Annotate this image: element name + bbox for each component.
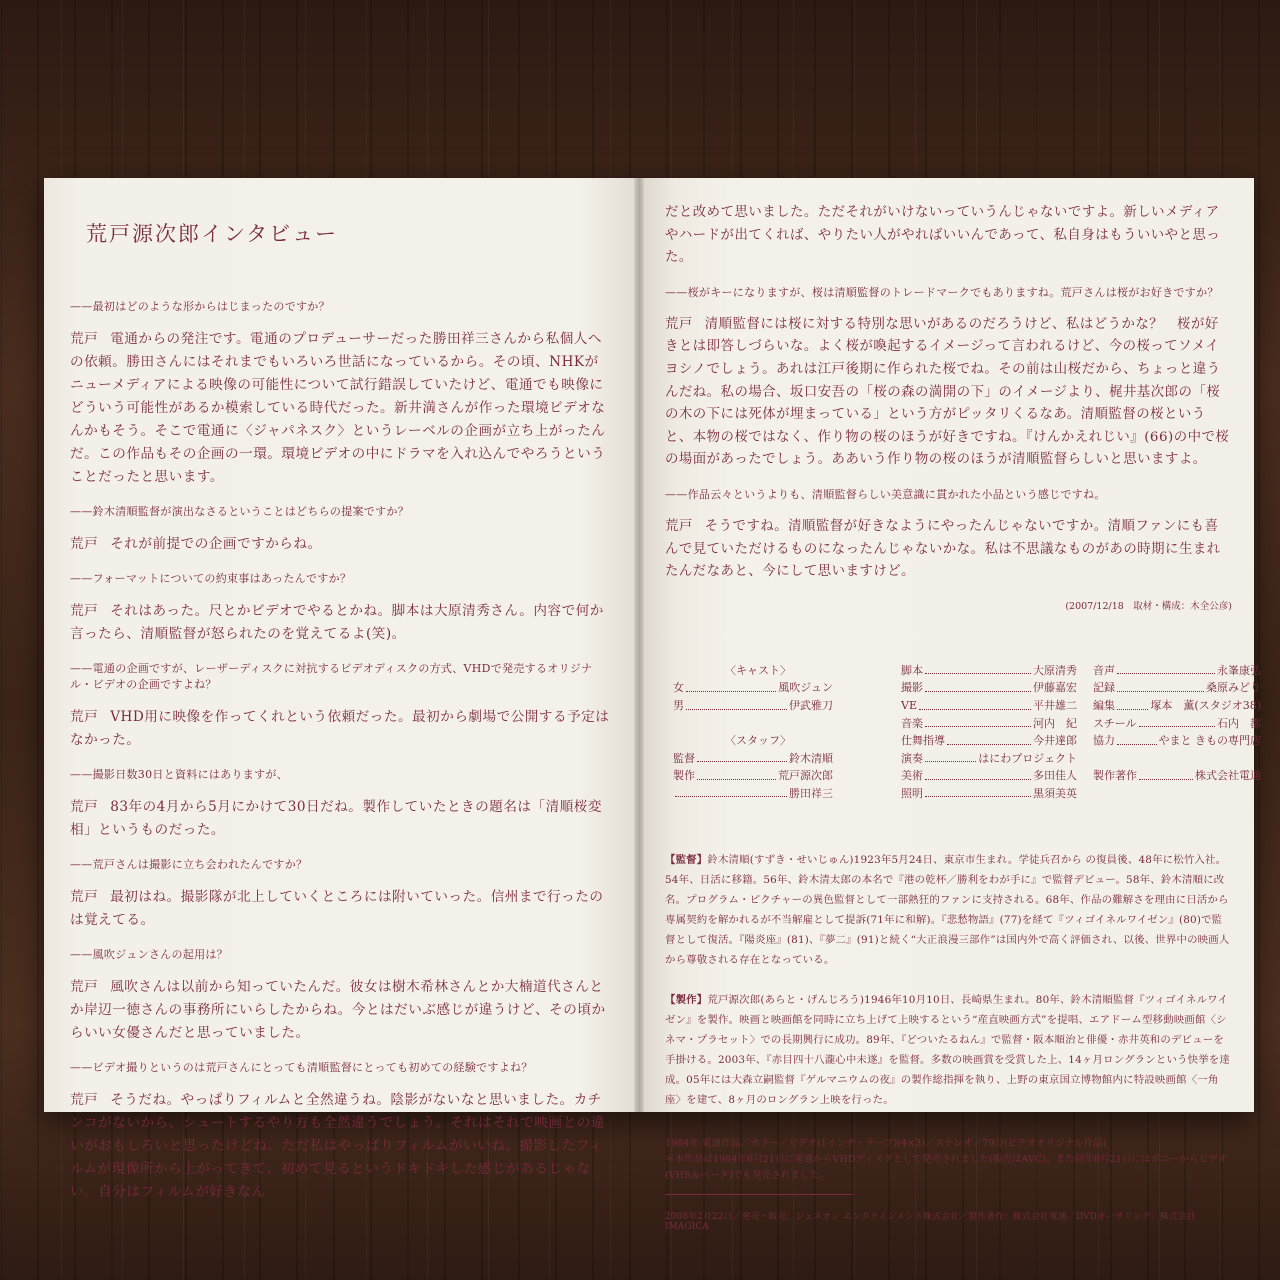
credit-role: 製作著作 — [1093, 769, 1137, 783]
credit-row — [673, 679, 833, 697]
dot-leader — [675, 785, 787, 798]
credit-row — [901, 715, 1077, 733]
credit-name: 黒須美英 — [1033, 786, 1077, 800]
credit-role: VE — [901, 698, 917, 712]
specs-line-2: ＊本作品は1984年6月21日に電通からVHDディスクとして発売されました(販売はAVC)。また同年8月21日にはポニーからビデオ(VHS＆ベータ)でも発売されました。 — [665, 1153, 1228, 1181]
answer-text: 風吹さんは以前から知っていたんだ。彼女は樹木希林さんとか大楠道代さんとか岸辺一徳さんの事務所にいらしたからね。今とはだいぶ感じが違うけど、その頃からいい女優さんだと思っていました。 — [70, 979, 606, 1041]
dot-leader — [925, 750, 976, 763]
book-gutter — [634, 178, 644, 1112]
credit-name: 鈴木清順 — [789, 751, 833, 765]
interview-answer — [70, 706, 611, 752]
credit-row — [673, 785, 833, 803]
open-booklet — [44, 178, 1261, 1232]
credit-row — [1093, 732, 1261, 750]
interview-answer — [70, 328, 611, 489]
credit-role: 監督 — [673, 751, 695, 765]
speaker-name: 荒戸 — [70, 709, 99, 725]
dot-leader — [925, 679, 1031, 692]
credit-row — [901, 750, 1077, 768]
credit-role: 仕舞指導 — [901, 734, 945, 748]
credit-row — [901, 732, 1077, 750]
credit-name: 伊藤嘉宏 — [1033, 681, 1077, 695]
producer-bio-text: 荒戸源次郎(あらと・げんじろう)1946年10月10日、長崎県生まれ。80年、鈴木清順監督『ツィゴイネルワイゼン』を製作。映画と映画館を同時に立ち上げて上映するという“産直映画方式”を提唱、エアドーム型移動映画館〈シネマ・プラセット〉での長期興行に成功。89年、『どついたるねん』で監督・阪本順治と俳優・赤井英和のデビューを手掛ける。2003年、『赤目四十八瀧心中未遂』を監督。多数の映画賞を受賞した上、14ヶ月ロングランという快挙を達成。05年には大森立嗣監督『ゲルマニウムの夜』の製作総指揮を執り、上野の東京国立博物館内に特設映画館〈一角座〉を建て、8ヶ月のロングラン上映を行った。 — [665, 993, 1230, 1106]
credit-role: 製作 — [673, 769, 695, 783]
credit-row — [1093, 750, 1261, 768]
credit-row — [1093, 697, 1261, 715]
credit-role: 音楽 — [901, 716, 923, 730]
director-bio-tag: 【監督】 — [665, 853, 708, 866]
interview-credit: (2007/12/18 取材・構成：木全公彦) — [1065, 600, 1232, 612]
producer-bio — [665, 990, 1232, 1110]
speaker-name: 荒戸 — [70, 979, 99, 995]
dot-leader — [686, 697, 787, 710]
interview-answer — [665, 202, 1232, 270]
interview-question: ——作品云々というよりも、清順監督らしい美意識に貫かれた小品という感じですね。 — [665, 487, 1106, 501]
credit-role: 美術 — [901, 769, 923, 783]
dot-leader — [1117, 732, 1157, 745]
right-page — [639, 178, 1261, 1232]
producer-bio-tag: 【製作】 — [665, 993, 708, 1006]
dot-leader — [697, 750, 787, 763]
speaker-name: 荒戸 — [70, 603, 99, 619]
dot-leader — [947, 732, 1031, 745]
speaker-name: 荒戸 — [70, 1092, 99, 1108]
credit-name: 株式会社電通 — [1195, 769, 1261, 783]
divider-rule — [665, 1194, 853, 1195]
speaker-name: 荒戸 — [70, 331, 99, 347]
credit-name: 河内 紀 — [1033, 716, 1077, 730]
credit-name: 風吹ジュン — [778, 681, 833, 695]
credit-row — [901, 767, 1077, 785]
interview-answer — [70, 600, 611, 646]
staff-header: 〈スタッフ〉 — [725, 734, 791, 748]
answer-text: 83年の4月から5月にかけて30日だね。製作していたときの題名は「清順桜変相」というものだった。 — [70, 799, 602, 838]
interview-question: ——フォーマットについての約束事はあったんですか？ — [70, 572, 352, 585]
credit-name: 桑原みどり — [1206, 681, 1261, 695]
credits-column-2 — [901, 662, 1077, 803]
credits-table — [665, 662, 1261, 812]
interview-question: ——最初はどのような形からはじまったのですか？ — [70, 300, 330, 313]
interview-answer — [70, 796, 611, 842]
page-title: 荒戸源次郎インタビュー — [86, 222, 339, 246]
credit-name: 勝田祥三 — [789, 786, 833, 800]
answer-text: VHD用に映像を作ってくれという依頼だった。最初から劇場で公開する予定はなかった。 — [70, 709, 610, 748]
interview-body-right — [665, 202, 1232, 584]
director-bio-text: 鈴木清順(すずき・せいじゅん)1923年5月24日、東京市生まれ。学徒兵召から の復員後、48年に松竹入社。54年、日活に移籍。56年、鈴木清太郎の本名で『港の乾杯／勝利をわが手に』で監督デビュー。58年、鈴木清順に改名。プログラム・ピクチャーの異色監督として一部熱狂的ファンに支持される。68年、作品の難解さを理由に日活から専属契約を解かれるが不当解雇として提訴(71年に和解)。『悲愁物語』(77)を経て『ツィゴイネルワイゼン』(80)で監督として復活。『陽炎座』(81)、『夢二』(91)と続く“大正浪漫三部作”は国内外で高く評価され、以後、世界中の映画人から尊敬される存在となっている。 — [665, 853, 1230, 966]
credit-name: 大原清秀 — [1033, 663, 1077, 677]
credit-role: 脚本 — [901, 663, 923, 677]
interview-answer — [70, 1089, 611, 1204]
dot-leader — [1139, 767, 1193, 780]
answer-text: それが前提での企画ですからね。 — [110, 536, 322, 552]
interview-question: ——ビデオ撮りというのは荒戸さんにとっても清順監督にとっても初めての経験ですよね？ — [70, 1061, 533, 1074]
speaker-name: 荒戸 — [665, 316, 693, 332]
credit-name: 平井雄二 — [1033, 698, 1077, 712]
interview-question: ——撮影日数30日と資料にはありますが、 — [70, 768, 288, 781]
credit-row — [901, 679, 1077, 697]
credit-role: 音声 — [1093, 663, 1115, 677]
answer-text: だと改めて思いました。ただそれがいけないっていうんじゃないですよ。新しいメディアやハードが出てくれば、やりたい人がやればいいんであって、私自身はもういいやと思った。 — [665, 205, 1221, 266]
dot-leader — [925, 662, 1031, 675]
speaker-name: 荒戸 — [70, 536, 99, 552]
credit-name: 永峯康弘 — [1217, 663, 1261, 677]
credit-name: 荒戸源次郎 — [778, 769, 833, 783]
interview-body-left — [70, 298, 611, 1204]
interview-question: ——荒戸さんは撮影に立ち会われたんですか？ — [70, 858, 308, 871]
dot-leader — [925, 785, 1031, 798]
answer-text: 清順監督には桜に対する特別な思いがあるのだろうけど、私はどうかな？ 桜が好きとは即答しづらいな。よく桜が喚起するイメージって言われるけど、今の桜ってソメイヨシノでしょう。あれは江戸後期に作られた桜でね。その前は山桜だから、ちょっと違うんだね。私の場合、坂口安吾の「桜の森の満開の下」のイメージより、梶井基次郎の「桜の木の下には死体が埋まっている」という方がピッタリくるなあ。清順監督の桜というと、本物の桜ではなく、作り物の桜のほうが好きですね。『けんかえれじい』(66)の中で桜の場面があったでしょう。ああいう作り物の桜のほうが清順監督らしいと思いますよ。 — [665, 316, 1230, 468]
dot-leader — [925, 715, 1031, 728]
credit-role: 撮影 — [901, 681, 923, 695]
credit-role: 協力 — [1093, 734, 1115, 748]
credit-role: スチール — [1093, 716, 1137, 730]
answer-text: 最初はね。撮影隊が北上していくところには附いていった。信州まで行ったのは覚えてる。 — [70, 889, 604, 928]
interview-answer — [70, 886, 611, 932]
product-specs — [665, 1136, 1232, 1184]
answer-text: そうだね。やっぱりフィルムと全然違うね。陰影がないなと思いました。カチンコがないから、シュートするやり方も全然違うでしょう。それはそれで映画との違いがおもしろいと思ったけどね。ただ私はやっぱりフィルムがいいね。撮影したフィルムが現像所から上がってきて、初めて見るというドキドキした感じがあるじゃない。自分はフィルムが好きなん — [70, 1092, 605, 1200]
interview-question: ——桜がキーになりますが、桜は清順監督のトレードマークでもありますね。荒戸さんは桜がお好きですか？ — [665, 285, 1219, 299]
credit-name: 塚本 薫(スタジオ38) — [1150, 698, 1261, 712]
interview-answer — [665, 516, 1232, 584]
credit-name: はにわプロジェクト — [978, 751, 1077, 765]
colophon: 2008年2月22日／発売・販売：ジェネオン エンタテインメント株式会社／製作著作：株式会社電通／DVDオーサリング：株式会社IMAGICA — [665, 1211, 1196, 1232]
credit-row — [1093, 662, 1261, 680]
answer-text: 電通からの発注です。電通のプロデューサーだった勝田祥三さんから私個人への依頼。勝田さんにはそれまでもいろいろ世話になっているから。その頃、NHKがニューメディアによる映像の可能性について試行錯誤していたけど、電通でも映像にどういう可能性があるか模索している時代だった。新井満さんが作った環境ビデオなんかもそう。そこで電通に〈ジャパネスク〉というレーベルの企画が立ち上がったんだ。この作品もその企画の一環。環境ビデオの中にドラマを入れ込んでやろうということだったと思います。 — [70, 331, 606, 485]
dot-leader — [925, 767, 1031, 780]
credit-row — [673, 697, 833, 715]
speaker-name: 荒戸 — [70, 799, 99, 815]
credits-column-3 — [1093, 662, 1261, 785]
credit-role: 記録 — [1093, 681, 1115, 695]
specs-line-1: 1984年 電通作品／カラー／ビデオ(1インチ・テープ)(4×3)／ステレオ／79分(ビデオオリジナル作品) — [665, 1137, 1107, 1149]
dot-leader — [1117, 697, 1148, 710]
director-bio — [665, 850, 1232, 970]
credit-name: 伊武雅刀 — [789, 698, 833, 712]
answer-text: そうですね。清順監督が好きなようにやったんじゃないですか。清順ファンにも喜んで見ていただけるものになったんじゃないかな。私は不思議なものがあの時期に生まれたんだなあと、今にして思いますけど。 — [665, 518, 1221, 580]
dot-leader — [1139, 715, 1215, 728]
interview-answer — [70, 976, 611, 1045]
credits-column-cast-staff — [673, 662, 833, 803]
credit-row — [901, 662, 1077, 680]
credit-role: 照明 — [901, 786, 923, 800]
credit-row — [901, 697, 1077, 715]
credit-row — [673, 767, 833, 785]
credit-role: 演奏 — [901, 751, 923, 765]
cast-header: 〈キャスト〉 — [725, 663, 791, 677]
credit-row — [1093, 679, 1261, 697]
answer-text: それはあった。尺とかビデオでやるとかね。脚本は大原清秀さん。内容で何か言ったら、清順監督が怒られたのを覚えてるよ(笑)。 — [70, 603, 604, 642]
credit-name: やまと きもの専門店 — [1158, 734, 1261, 748]
credit-row — [1093, 767, 1261, 785]
credit-name: 石内 都 — [1217, 716, 1261, 730]
credit-name: 多田佳人 — [1033, 769, 1077, 783]
interview-answer — [70, 533, 611, 556]
credit-row — [901, 785, 1077, 803]
credit-role: 女 — [673, 681, 684, 695]
credit-role: 編集 — [1093, 698, 1115, 712]
speaker-name: 荒戸 — [665, 518, 693, 534]
credit-row — [673, 750, 833, 768]
dot-leader — [1117, 662, 1215, 675]
credit-role: 男 — [673, 698, 684, 712]
interview-answer — [665, 314, 1232, 472]
credit-name: 今井達郎 — [1033, 734, 1077, 748]
dot-leader — [697, 767, 776, 780]
interview-question: ——電通の企画ですが、レーザーディスクに対抗するビデオディスクの方式、VHDで発売するオリジナル・ビデオの企画ですよね？ — [70, 662, 593, 691]
left-page — [44, 178, 639, 1200]
speaker-name: 荒戸 — [70, 889, 99, 905]
credit-row — [1093, 715, 1261, 733]
dot-leader — [919, 697, 1031, 710]
interview-question: ——風吹ジュンさんの起用は？ — [70, 948, 228, 961]
dot-leader — [1117, 679, 1204, 692]
interview-question: ——鈴木清順監督が演出なさるということはどちらの提案ですか？ — [70, 505, 409, 518]
dot-leader — [686, 679, 776, 692]
